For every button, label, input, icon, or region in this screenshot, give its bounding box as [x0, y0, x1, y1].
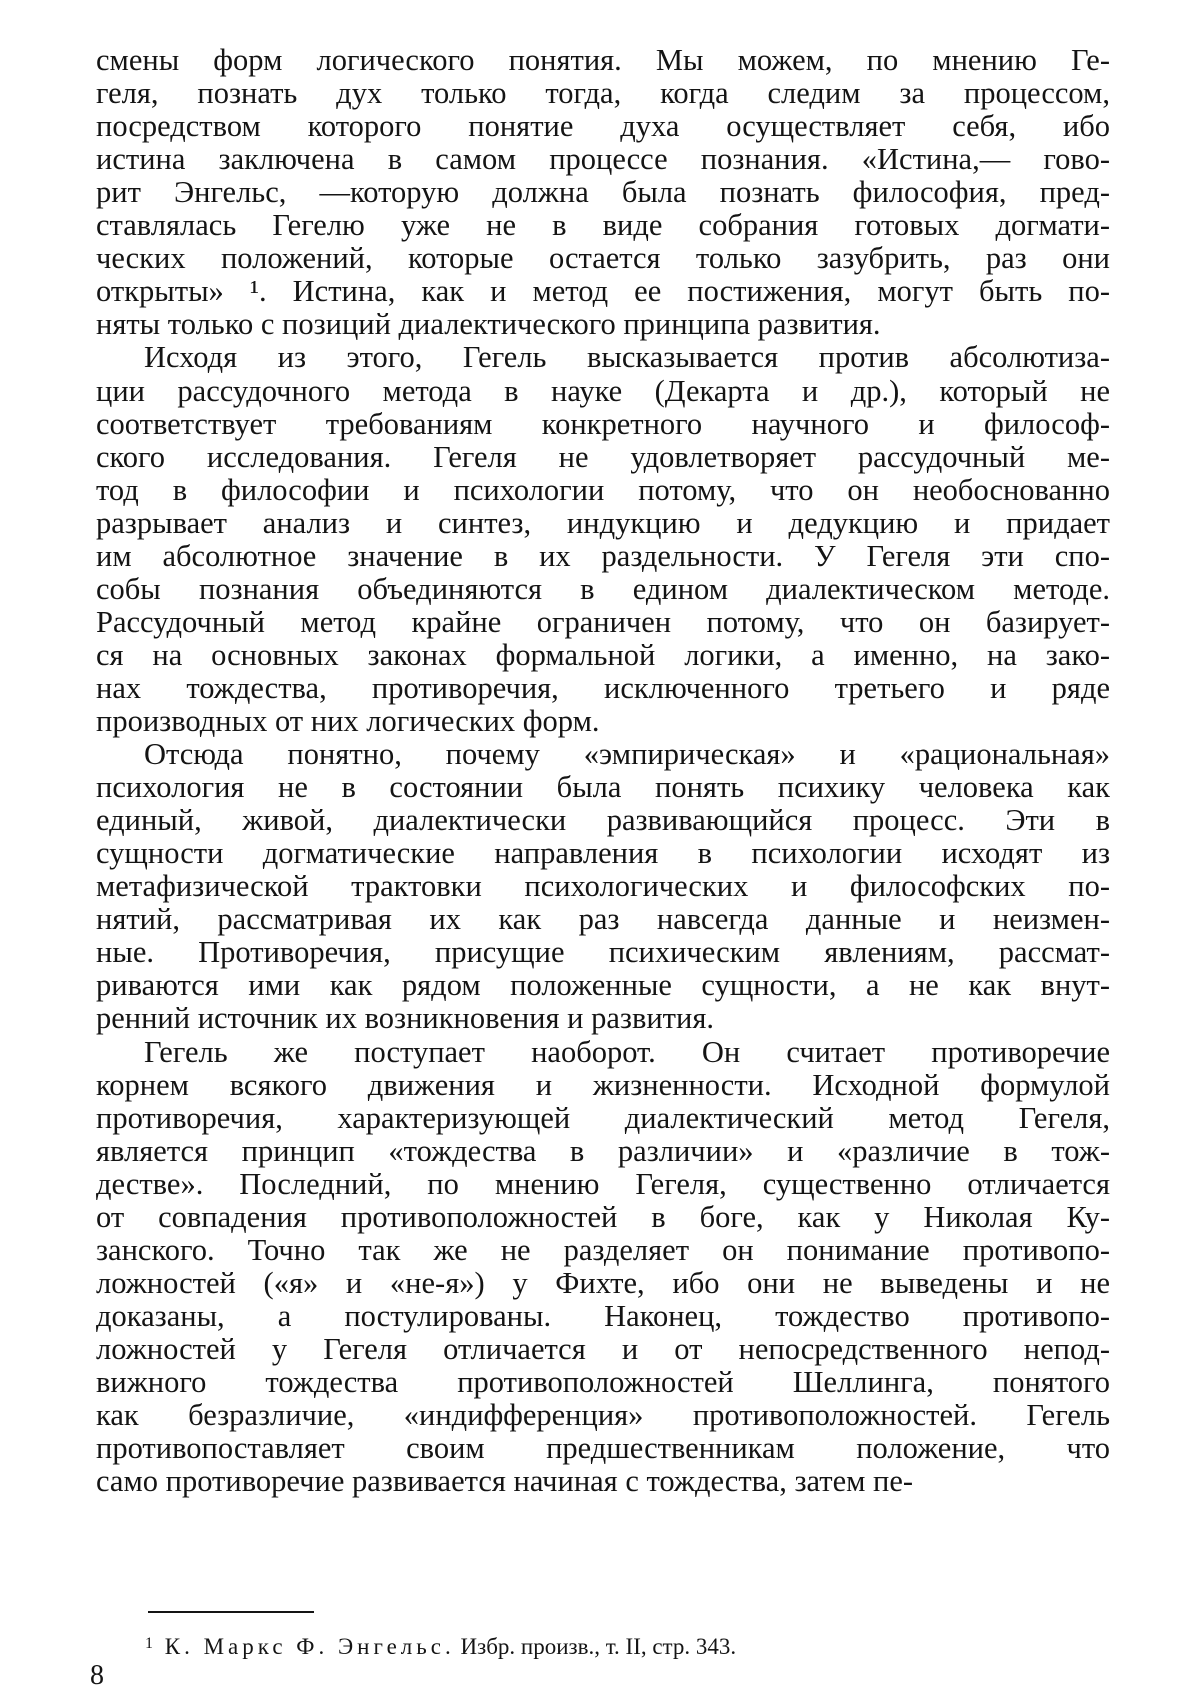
text-line: няты только с позиций диалектического принципа развития.: [96, 307, 881, 342]
text-line: дестве». Последний, по мнению Гегеля, существенно отличается: [96, 1166, 1110, 1201]
text-line: Исходя из этого, Гегель высказывается против абсолютиза-: [144, 340, 1110, 375]
text-line: ложностей у Гегеля отличается и от непосредственного непод-: [96, 1331, 1110, 1366]
text-line: сущности догматические направления в психологии исходят из: [96, 836, 1110, 871]
text-line: противопоставляет своим предшественникам положение, что: [96, 1431, 1110, 1466]
text-line: ции рассудочного метода в науке (Декарта и др.), который не: [96, 373, 1110, 408]
text-line: противоречия, характеризующей диалектический метод Гегеля,: [96, 1100, 1110, 1135]
text-line: психология не в состоянии была понять психику человека как: [96, 770, 1110, 805]
text-line: само противоречие развивается начиная с тождества, затем пе-: [96, 1464, 914, 1499]
text-line: от совпадения противоположностей в боге, как у Николая Ку-: [96, 1199, 1110, 1234]
text-line: собы познания объединяются в едином диалектическом методе.: [96, 571, 1110, 606]
text-line: ся на основных законах формальной логики, а именно, на зако-: [96, 637, 1110, 672]
text-line: производных от них логических форм.: [96, 704, 600, 738]
footnote-source: Избр. произв., т. II, стр. 343.: [460, 1634, 737, 1659]
text-line: вижного тождества противоположностей Шеллинга, понятого: [96, 1365, 1110, 1399]
text-line: занского. Точно так же не разделяет он понимание противопо-: [96, 1232, 1110, 1267]
text-line: ренний источник их возникновения и развития.: [96, 1001, 714, 1036]
text-line: корнем всякого движения и жизненности. Исходной формулой: [96, 1067, 1110, 1102]
text-line: геля, познать дух только тогда, когда следим за процессом,: [96, 76, 1110, 110]
text-line: метафизической трактовки психологических и философских по-: [96, 869, 1110, 904]
text-line: риваются ими как рядом положенные сущности, а не как внут-: [96, 968, 1110, 1003]
text-line: тод в философии и психологии потому, что он необоснованно: [96, 472, 1110, 507]
text-line: ложностей («я» и «не-я») у Фихте, ибо они не выведены и не: [96, 1265, 1110, 1300]
text-line: нятий, рассматривая их как раз навсегда данные и неизмен-: [96, 902, 1110, 937]
text-line: Рассудочный метод крайне ограничен потому, что он базирует-: [96, 604, 1110, 639]
text-line: нах тождества, противоречия, исключенного третьего и ряде: [96, 670, 1110, 705]
footnote-number: 1: [145, 1635, 153, 1652]
text-line: открыты» ¹. Истина, как и метод ее постижения, могут быть по-: [96, 274, 1110, 309]
footnote: [145, 1630, 736, 1661]
text-line: доказаны, а постулированы. Наконец, тождество противопо-: [96, 1298, 1110, 1333]
text-line: смены форм логического понятия. Мы можем, по мнению Ге-: [96, 43, 1110, 77]
text-line: является принцип «тождества в различии» и «различие в тож-: [96, 1133, 1110, 1168]
page-number: 8: [90, 1660, 104, 1691]
text-line: разрывает анализ и синтез, индукцию и дедукцию и придает: [96, 505, 1110, 540]
footnote-authors: К. Маркс Ф. Энгельс.: [164, 1634, 455, 1659]
text-line: Гегель же поступает наоборот. Он считает противоречие: [144, 1034, 1110, 1069]
text-line: ставлялась Гегелю уже не в виде собрания готовых догмати-: [96, 208, 1110, 243]
text-line: Отсюда понятно, почему «эмпирическая» и «рациональная»: [144, 737, 1110, 771]
text-line: им абсолютное значение в их раздельности. У Гегеля эти спо-: [96, 538, 1110, 573]
text-line: рит Энгельс, —которую должна была познать философия, пред-: [96, 175, 1110, 210]
text-line: соответствует требованиям конкретного научного и философ-: [96, 406, 1110, 441]
footnote-divider: [148, 1611, 314, 1613]
text-line: единый, живой, диалектически развивающийся процесс. Эти в: [96, 803, 1110, 838]
text-line: как безразличие, «индифференция» противоположностей. Гегель: [96, 1398, 1110, 1432]
text-line: ческих положений, которые остается только зазубрить, раз они: [96, 241, 1110, 276]
text-line: истина заключена в самом процессе познания. «Истина,— гово-: [96, 142, 1110, 177]
text-line: ского исследования. Гегеля не удовлетворяет рассудочный ме-: [96, 439, 1110, 474]
text-line: ные. Противоречия, присущие психическим явлениям, рассмат-: [96, 935, 1110, 970]
text-line: посредством которого понятие духа осуществляет себя, ибо: [96, 109, 1110, 144]
